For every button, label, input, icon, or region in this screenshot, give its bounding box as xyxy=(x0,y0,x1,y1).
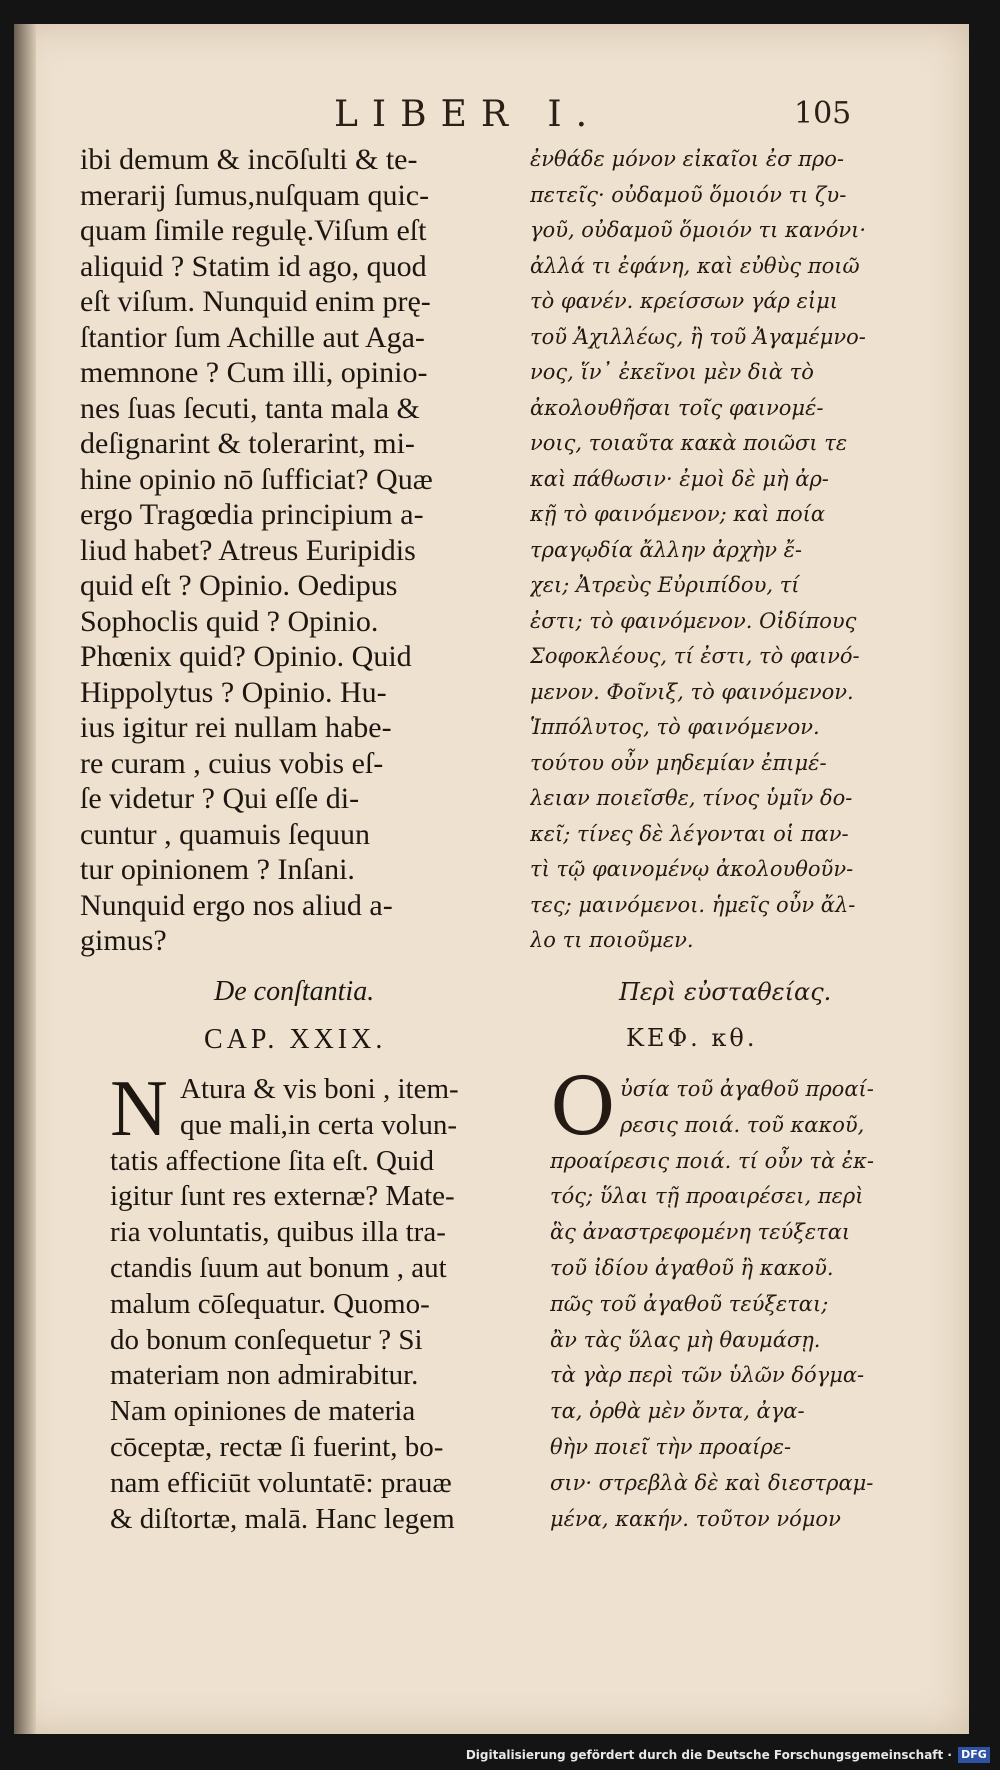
text-line: malum cōſequatur. Quomo- xyxy=(110,1287,430,1320)
text-line: πῶς τοῦ ἀγαθοῦ τεύξεται; xyxy=(550,1291,829,1316)
running-header: LIBER I. xyxy=(334,94,602,135)
text-line: Hippolytus ? Opinio. Hu- xyxy=(80,675,387,709)
text-line: aliquid ? Statim id ago, quod xyxy=(80,249,427,283)
text-line: tatis affectione ſita eſt. Quid xyxy=(110,1144,434,1177)
text-line: gimus? xyxy=(80,924,167,957)
text-line: τὸ φανέν. κρείσσων γάρ εἰμι xyxy=(530,289,838,313)
text-line: λειαν ποιεῖσθε, τίνος ὑμῖν δο- xyxy=(530,786,853,810)
text-line: memnone ? Cum illi, opinio- xyxy=(80,356,428,389)
text-line: nam efficiūt voluntatē: prauæ xyxy=(110,1466,452,1499)
text-line: ergo Tragœdia principium a- xyxy=(80,498,424,531)
text-line: νοις, τοιαῦτα κακὰ ποιῶσι τε xyxy=(530,431,848,455)
text-line: Phœnix quid? Opinio. Quid xyxy=(80,640,412,673)
text-line: deſignarint & tolerarint, mi- xyxy=(80,427,415,460)
text-line: ius igitur rei nullam habe- xyxy=(80,711,392,744)
text-line: γοῦ, οὐδαμοῦ ὅμοιόν τι κανόνι· xyxy=(530,218,867,242)
text-line: igitur ſunt res externæ? Mate- xyxy=(110,1180,455,1213)
text-line: Atura & vis boni , item- xyxy=(180,1073,459,1105)
text-line: nes ſuas ſecuti, tanta mala & xyxy=(80,391,420,425)
text-line: ἃς ἀναστρεφομένη τεύξεται xyxy=(550,1220,851,1245)
text-line: liud habet? Atreus Euripidis xyxy=(80,533,416,567)
text-line: προαίρεσις ποιά. τί οὖν τὰ ἐκ- xyxy=(550,1148,875,1173)
text-line: quam ſimile regulę.Viſum eſt xyxy=(80,214,427,247)
text-line: Sophoclis quid ? Opinio. xyxy=(80,604,379,638)
text-line: τὰ γὰρ περὶ τῶν ὑλῶν δόγμα- xyxy=(550,1363,865,1388)
latin-column-lower xyxy=(110,1065,530,1537)
text-line: cuntur , quamuis ſequun xyxy=(80,817,370,851)
text-line: τούτου οὖν μηδεμίαν ἐπιμέ- xyxy=(530,750,827,775)
text-line: νος, ἵν᾽ ἐκεῖνοι μὲν διὰ τὸ xyxy=(530,360,814,384)
text-line: Nam opiniones de materia xyxy=(110,1395,416,1428)
text-line: θὴν ποιεῖ τὴν προαίρε- xyxy=(550,1434,792,1459)
text-line: ſtantior ſum Achille aut Aga- xyxy=(80,320,425,354)
text-line: σιν· στρεβλὰ δὲ καὶ διεστραμ- xyxy=(550,1470,874,1495)
text-line: μενον. Φοῖνιξ, τὸ φαινόμενον. xyxy=(530,679,854,704)
text-line: ria voluntatis, quibus illa tra- xyxy=(110,1216,446,1249)
text-line: κῇ τὸ φαινόμενον; καὶ ποία xyxy=(530,502,826,526)
latin-drop-capital: N xyxy=(110,1065,168,1153)
text-line: ἂν τὰς ὕλας μὴ θαυμάσῃ. xyxy=(550,1327,821,1352)
text-line: τὶ τῷ φαινομένῳ ἀκολουθοῦν- xyxy=(530,857,854,881)
text-line: ρεσις ποιά. τοῦ κακοῦ, xyxy=(620,1112,865,1137)
text-line: cōceptæ, rectæ ſi fuerint, bo- xyxy=(110,1430,444,1463)
text-line: ἀκολουθῆσαι τοῖς φαινομέ- xyxy=(530,395,824,420)
text-line: Σοφοκλέους, τί ἐστι, τὸ φαινό- xyxy=(530,644,860,668)
text-line: τοῦ ἰδίου ἀγαθοῦ ἢ κακοῦ. xyxy=(550,1255,834,1280)
text-line: ibi demum & incōſulti & te- xyxy=(80,143,418,176)
text-line: καὶ πάθωσιν· ἐμοὶ δὲ μὴ ἀρ- xyxy=(530,466,829,491)
text-line: πετεῖς· οὐδαμοῦ ὅμοιόν τι ζυ- xyxy=(530,182,847,207)
text-line: ctandis ſuum aut bonum , aut xyxy=(110,1251,447,1284)
text-line: ἐνθάδε μόνον εἰκαῖοι ἐσ προ- xyxy=(530,147,844,171)
text-line: hine opinio nō ſufficiat? Quæ xyxy=(80,462,433,496)
text-line: re curam , cuius vobis eſ- xyxy=(80,746,384,780)
text-line: τός; ὕλαι τῇ προαιρέσει, περὶ xyxy=(550,1184,864,1209)
greek-column-upper xyxy=(530,142,880,959)
text-line: Nunquid ergo nos aliud a- xyxy=(80,888,393,922)
page-number: 105 xyxy=(794,96,852,131)
dfg-logo: DFG xyxy=(958,1747,990,1763)
greek-chapter-number: ΚΕΦ. κθ. xyxy=(626,1024,758,1052)
funding-credit: Digitalisierung gefördert durch die Deutsche Forschungsgemeinschaft · xyxy=(465,1748,952,1762)
latin-section-heading: De conſtantia. xyxy=(214,976,375,1007)
text-line: merarij ſumus,nuſquam quic- xyxy=(80,178,430,212)
text-line: Ἱππόλυτος, τὸ φαινόμενον. xyxy=(530,715,820,739)
text-line: χει; Ἀτρεὺς Εὐριπίδου, τί xyxy=(530,573,800,597)
latin-column-upper xyxy=(80,142,520,959)
text-line: que mali,in certa volun- xyxy=(180,1108,458,1141)
text-line: λο τι ποιοῦμεν. xyxy=(530,928,694,952)
text-line: materiam non admirabitur. xyxy=(110,1359,419,1392)
greek-drop-capital: Ο xyxy=(550,1060,616,1153)
text-line: ἐστι; τὸ φαινόμενον. Οἰδίπους xyxy=(530,608,857,633)
greek-column-lower xyxy=(550,1060,890,1537)
text-line: do bonum conſequetur ? Si xyxy=(110,1323,423,1356)
text-line: τραγῳδία ἄλλην ἀρχὴν ἔ- xyxy=(530,537,803,562)
text-line: eſt viſum. Nunquid enim prę- xyxy=(80,285,431,318)
text-line: tur opinionem ? Inſani. xyxy=(80,853,355,886)
book-page xyxy=(14,24,969,1734)
digitization-footer xyxy=(0,1740,1000,1770)
latin-chapter-number: CAP. XXIX. xyxy=(204,1024,387,1055)
text-line: quid eſt ? Opinio. Oedipus xyxy=(80,569,398,602)
text-line: κεῖ; τίνες δὲ λέγονται οἱ παν- xyxy=(530,821,849,846)
text-line: & diſtortæ, malā. Hanc legem xyxy=(110,1502,455,1535)
text-line: ἀλλά τι ἐφάνη, καὶ εὐθὺς ποιῶ xyxy=(530,253,860,278)
text-line: ſe videtur ? Qui eſſe di- xyxy=(80,782,360,815)
text-line: τοῦ Ἀχιλλέως, ἢ τοῦ Ἀγαμέμνο- xyxy=(530,324,866,349)
text-line: τες; μαινόμενοι. ἡμεῖς οὖν ἄλ- xyxy=(530,892,856,917)
text-line: τα, ὀρθὰ μὲν ὄντα, ἀγα- xyxy=(550,1399,805,1424)
page-gutter-shadow xyxy=(14,24,36,1734)
greek-section-heading: Περὶ εὐσταθείας. xyxy=(619,978,832,1006)
text-line: μένα, κακήν. τοῦτον νόμον xyxy=(550,1506,841,1531)
text-line: ὐσία τοῦ ἀγαθοῦ προαί- xyxy=(620,1077,874,1101)
